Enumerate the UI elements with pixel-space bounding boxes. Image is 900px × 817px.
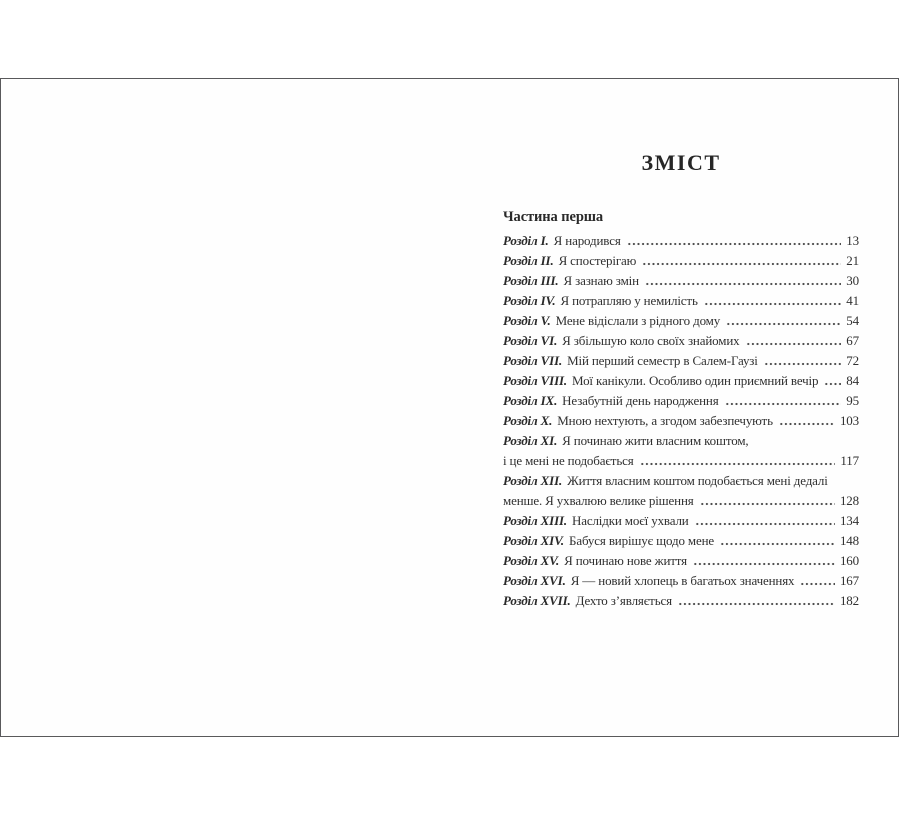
toc-entry-dot-leader: [720, 531, 835, 551]
toc-entry-chapter-label: Розділ VIII.: [503, 373, 567, 388]
toc-entry-title: Я спостерігаю: [558, 253, 637, 268]
toc-entry-title: Мій перший семестр в Салем-Гаузі: [567, 353, 758, 368]
toc-entry-line: [503, 251, 859, 271]
toc-entry-chapter-label: Розділ X.: [503, 413, 553, 428]
toc-entry-title: Я потрапляю у немилість: [560, 293, 698, 308]
part-heading: Частина перша: [503, 209, 604, 225]
toc-entry-page-number: 54: [846, 313, 859, 328]
toc-entry-line: [503, 391, 859, 411]
toc-title: ЗМІСТ: [641, 150, 721, 175]
toc-entry-chapter-label: Розділ XII.: [503, 473, 563, 488]
toc-entry-title: Мене відіслали з рідного дому: [555, 313, 721, 328]
toc-entry-page-number: 128: [839, 493, 859, 508]
toc-entry-line: [503, 231, 859, 251]
toc-entry-line: [503, 531, 859, 551]
toc-entry-title: Я зазнаю змін: [563, 273, 639, 288]
toc-entry-dot-leader: [764, 351, 842, 371]
toc-entry-title: Життя власним коштом подобається мені дедалі: [567, 473, 828, 488]
toc-entry-title: Я починаю жити власним коштом,: [562, 433, 749, 448]
toc-entry-title: Мої канікули. Особливо один приємний вечір: [571, 373, 819, 388]
toc-entry-dot-leader: [693, 551, 835, 571]
toc-entry-dot-leader: [726, 311, 841, 331]
toc-entry-page-number: 148: [839, 533, 859, 548]
toc-entry-chapter-label: Розділ IX.: [503, 393, 558, 408]
toc-entry-title: Мною нехтують, а згодом забезпечують: [557, 413, 773, 428]
toc-entry-line: [503, 551, 859, 571]
toc-entry-title: Я збільшую коло своїх знайомих: [562, 333, 740, 348]
toc-entry-page-number: 13: [846, 233, 859, 248]
toc-entry-line: [503, 431, 859, 451]
toc-entry-dot-leader: [704, 291, 842, 311]
toc-entry-chapter-label: Розділ I.: [503, 233, 549, 248]
toc-entry-page-number: 21: [846, 253, 859, 268]
toc-entry-page-number: 167: [839, 573, 859, 588]
toc-entry-dot-leader: [746, 331, 842, 351]
toc-entry-dot-leader: [695, 511, 835, 531]
toc-entry-line: [503, 311, 859, 331]
toc-entry-page-number: 67: [846, 333, 859, 348]
toc-entry-dot-leader: [779, 411, 835, 431]
toc-entry-title: менше. Я ухвалюю велике рішення: [503, 493, 694, 508]
toc-entry-dot-leader: [645, 271, 841, 291]
toc-entry-dot-leader: [640, 451, 836, 471]
toc-entry-title: Наслідки моєї ухвали: [571, 513, 689, 528]
toc-entry-dot-leader: [824, 371, 841, 391]
toc-entry-chapter-label: Розділ VI.: [503, 333, 558, 348]
toc-entry-page-number: 95: [846, 393, 859, 408]
toc-entry-chapter-label: Розділ VII.: [503, 353, 563, 368]
toc-entry-title: Я народився: [553, 233, 621, 248]
toc-entry-line: [503, 411, 859, 431]
toc-entry-dot-leader: [642, 251, 841, 271]
toc-entry-page-number: 103: [839, 413, 859, 428]
toc-entry-title: Бабуся вирішує щодо мене: [569, 533, 715, 548]
toc-entry-page-number: 134: [839, 513, 859, 528]
toc-entry-dot-leader: [700, 491, 835, 511]
toc-entry-title: і це мені не подобається: [503, 453, 634, 468]
toc-entry-line: [503, 511, 859, 531]
toc-entry-chapter-label: Розділ XVII.: [503, 593, 571, 608]
toc-entry-page-number: 30: [846, 273, 859, 288]
toc-entry-line: [503, 351, 859, 371]
toc-entry-title: Незабутній день народження: [562, 393, 719, 408]
toc-entry-page-number: 41: [846, 293, 859, 308]
table-of-contents: [503, 150, 859, 611]
toc-entry-chapter-label: Розділ IV.: [503, 293, 556, 308]
toc-entry-dot-leader: [800, 571, 835, 591]
toc-entry-dot-leader: [725, 391, 842, 411]
toc-entry-dot-leader: [678, 591, 835, 611]
toc-entry-line: [503, 471, 859, 491]
toc-entry-title: Я починаю нове життя: [564, 553, 687, 568]
toc-entry-chapter-label: Розділ XI.: [503, 433, 558, 448]
toc-entry-line: [503, 291, 859, 311]
toc-entry-chapter-label: Розділ XIII.: [503, 513, 567, 528]
toc-entry-chapter-label: Розділ II.: [503, 253, 554, 268]
toc-entry-chapter-label: Розділ XIV.: [503, 533, 565, 548]
toc-entry-chapter-label: Розділ XV.: [503, 553, 560, 568]
toc-entry-line: [503, 451, 859, 471]
toc-entry-chapter-label: Розділ XVI.: [503, 573, 566, 588]
toc-entry-dot-leader: [627, 231, 842, 251]
toc-entry-page-number: 84: [846, 373, 859, 388]
toc-entry-line: [503, 571, 859, 591]
toc-entry-line: [503, 371, 859, 391]
page-sheet: [0, 78, 899, 737]
toc-entry-line: [503, 491, 859, 511]
toc-list: [503, 231, 859, 611]
toc-entry-title: Я — новий хлопець в багатьох значеннях: [570, 573, 795, 588]
toc-entry-line: [503, 271, 859, 291]
toc-entry-chapter-label: Розділ V.: [503, 313, 551, 328]
toc-entry-page-number: 160: [839, 553, 859, 568]
toc-entry-line: [503, 591, 859, 611]
toc-entry-page-number: 72: [846, 353, 859, 368]
toc-entry-title: Дехто з’являється: [575, 593, 672, 608]
toc-entry-line: [503, 331, 859, 351]
toc-entry-chapter-label: Розділ III.: [503, 273, 559, 288]
toc-entry-page-number: 182: [839, 593, 859, 608]
toc-entry-page-number: 117: [840, 453, 859, 468]
